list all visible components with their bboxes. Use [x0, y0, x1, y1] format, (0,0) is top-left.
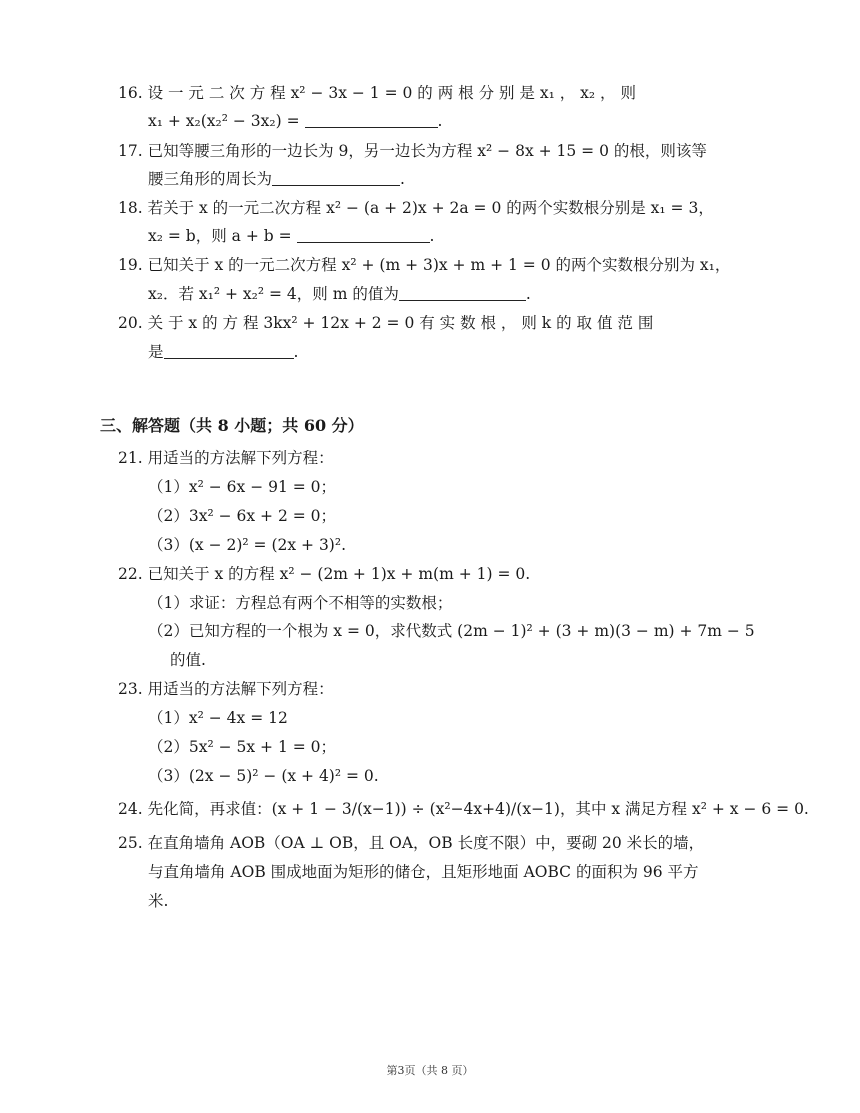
q24-line1: 24. 先化简，再求值：(x + 1 − 3/(x−1)) ÷ (x²−4x+4)/(x−1)，其中 x 满足方程 x² + x − 6 = 0. — [118, 800, 809, 818]
q23-title: 23. 用适当的方法解下列方程： — [118, 680, 334, 698]
q17-line1: 17. 已知等腰三角形的一边长为 9，另一边长为方程 x² − 8x + 15 = 0 的根，则该等 — [118, 142, 707, 160]
q22-item-1: （1）求证：方程总有两个不相等的实数根； — [148, 594, 453, 612]
q23-item-3: （3）(2x − 5)² − (x + 4)² = 0. — [148, 767, 379, 785]
q21-item-1: （1）x² − 6x − 91 = 0； — [148, 478, 337, 496]
page-footer: 第3页（共 8 页） — [386, 1064, 474, 1077]
q20-line1: 20. 关 于 x 的 方 程 3kx² + 12x + 2 = 0 有 实 数 根 ， 则 k 的 取 值 范 围 — [118, 314, 654, 332]
q17-end: . — [400, 170, 405, 188]
q19-line1: 19. 已知关于 x 的一元二次方程 x² + (m + 3)x + m + 1 = 0 的两个实数根分别为 x₁， — [118, 256, 731, 274]
q25-line1: 25. 在直角墙角 AOB（OA ⊥ OB，且 OA，OB 长度不限）中，要砌 20 米长的墙， — [118, 834, 705, 852]
q23-item-1: （1）x² − 4x = 12 — [148, 709, 288, 727]
q16-end: . — [437, 112, 443, 130]
q22-item-2: （2）已知方程的一个根为 x = 0，求代数式 (2m − 1)² + (3 + m)(3 − m) + 7m − 5 — [148, 622, 755, 640]
q25-line3: 米. — [148, 892, 169, 910]
q16-line2 — [148, 110, 442, 132]
q18-line2 — [148, 225, 434, 247]
q19-line2 — [148, 283, 531, 305]
q20-text: 是 — [148, 343, 164, 361]
q21-item-3: （3）(x − 2)² = (2x + 3)². — [148, 536, 346, 554]
q19-text: x₂．若 x₁² + x₂² = 4，则 m 的值为 — [148, 285, 399, 303]
q16-expr: x₁ + x₂(x₂² − 3x₂) = — [148, 112, 305, 130]
q22-title: 22. 已知关于 x 的方程 x² − (2m + 1)x + m(m + 1) = 0. — [118, 565, 531, 583]
q18-text: x₂ = b，则 a + b = — [148, 227, 297, 245]
q20-blank[interactable] — [164, 342, 294, 359]
q16-line1: 16. 设 一 元 二 次 方 程 x² − 3x − 1 = 0 的 两 根 分 别 是 x₁ ， x₂ ， 则 — [118, 84, 636, 102]
q17-line2 — [148, 168, 405, 190]
q23-item-2: （2）5x² − 5x + 1 = 0； — [148, 738, 337, 756]
q17-blank[interactable] — [272, 169, 400, 186]
section-title: 三、解答题（共 8 小题；共 60 分） — [100, 416, 364, 435]
q18-line1: 18. 若关于 x 的一元二次方程 x² − (a + 2)x + 2a = 0 的两个实数根分别是 x₁ = 3， — [118, 199, 714, 217]
q17-text: 腰三角形的周长为 — [148, 170, 273, 188]
q19-end: . — [525, 285, 531, 303]
q22-item-2-cont: 的值. — [170, 651, 206, 669]
q20-line2 — [148, 341, 298, 363]
q18-blank[interactable] — [297, 226, 430, 243]
q18-end: . — [429, 227, 435, 245]
q21-title: 21. 用适当的方法解下列方程： — [118, 449, 334, 467]
q16-blank[interactable] — [305, 111, 438, 128]
q25-line2: 与直角墙角 AOB 围成地面为矩形的储仓，且矩形地面 AOBC 的面积为 96 平方 — [148, 863, 699, 881]
q21-item-2: （2）3x² − 6x + 2 = 0； — [148, 507, 337, 525]
q20-end: . — [293, 343, 299, 361]
q19-blank[interactable] — [399, 284, 526, 301]
